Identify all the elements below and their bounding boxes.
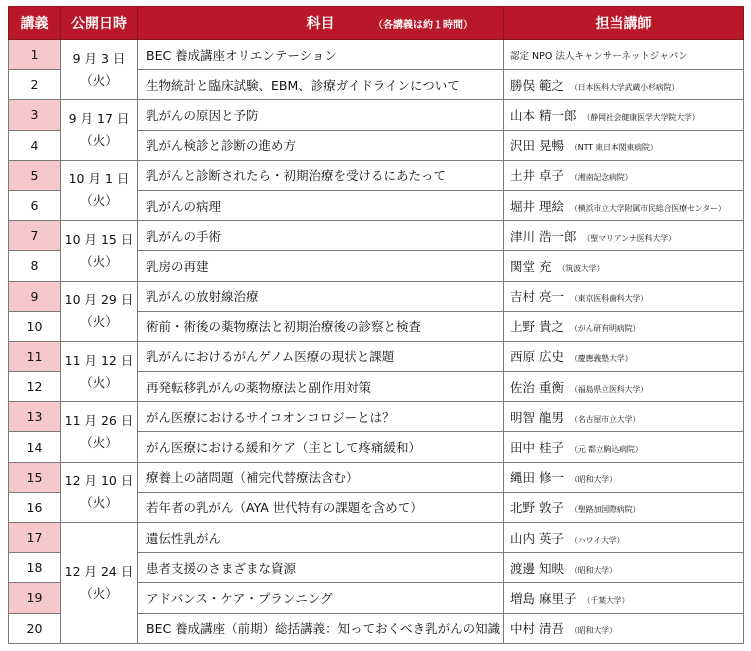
lecturer-cell	[504, 583, 744, 613]
lecture-number: 17	[9, 523, 61, 553]
lecture-date	[61, 341, 138, 401]
lecturer-cell	[504, 432, 744, 462]
lecture-number: 13	[9, 402, 61, 432]
lecture-title: がん医療における緩和ケア（主として疼痛緩和）	[138, 432, 504, 462]
lecturer-cell	[504, 160, 744, 190]
lecture-number: 3	[9, 100, 61, 130]
table-row	[9, 160, 744, 190]
lecture-number: 12	[9, 372, 61, 402]
lecture-number: 6	[9, 190, 61, 220]
lecturer-name: 沢田 晃暢	[510, 138, 564, 154]
lecturer-affiliation: （東京医科歯科大学）	[569, 294, 648, 304]
weekday-label: （火）	[80, 253, 118, 269]
lecturer-affiliation: （千葉大学）	[582, 595, 630, 605]
lecturer-name: 勝俣 範之	[510, 77, 564, 93]
lecturer-name: 津川 浩一郎	[510, 228, 577, 244]
lecturer-affiliation: （湘南記念病院）	[569, 173, 633, 183]
lecturer-affiliation: （昭和大学）	[569, 475, 617, 485]
lecturer-affiliation: （昭和大学）	[569, 565, 617, 575]
lecturer-cell	[504, 402, 744, 432]
lecture-title: 乳がんと診断されたら・初期治療を受けるにあたって	[138, 160, 504, 190]
schedule-body	[9, 40, 744, 644]
lecturer-cell	[504, 372, 744, 402]
lecturer-name: 明智 龍男	[510, 409, 564, 425]
lecture-date	[61, 160, 138, 220]
lecture-date	[61, 221, 138, 281]
date-label: 10 月 15 日	[64, 231, 134, 247]
lecture-number: 4	[9, 130, 61, 160]
lecture-number: 11	[9, 341, 61, 371]
lecture-number: 20	[9, 613, 61, 643]
lecture-number: 18	[9, 553, 61, 583]
date-label: 11 月 26 日	[64, 412, 134, 428]
lecturer-name: 認定 NPO 法人キャンサーネットジャパン	[510, 50, 688, 62]
lecturer-cell	[504, 341, 744, 371]
lecture-title: アドバンス・ケア・プランニング	[138, 583, 504, 613]
lecturer-cell	[504, 311, 744, 341]
lecturer-affiliation: （聖マリアンナ医科大学）	[582, 233, 676, 243]
lecturer-affiliation: （慶應義塾大学）	[569, 354, 633, 364]
date-label: 9 月 3 日	[72, 50, 126, 66]
lecturer-name: 関堂 充	[510, 258, 552, 274]
header-subject	[138, 7, 504, 40]
header-row	[9, 7, 744, 40]
lecturer-name: 堀井 理絵	[510, 198, 564, 214]
lecture-date	[61, 523, 138, 644]
lecture-number: 2	[9, 70, 61, 100]
lecture-date	[61, 462, 138, 522]
header-subject-label: 科目	[306, 16, 335, 32]
lecturer-cell	[504, 613, 744, 643]
weekday-label: （火）	[80, 434, 118, 450]
lecturer-cell	[504, 462, 744, 492]
lecture-title: 生物統計と臨床試験、EBM、診療ガイドラインについて	[138, 70, 504, 100]
lecture-title: 乳がんにおけるがんゲノム医療の現状と課題	[138, 341, 504, 371]
lecturer-affiliation: （福島県立医科大学）	[569, 384, 648, 394]
header-lecture-number: 講義	[9, 7, 61, 40]
lecture-title: 乳がんの原因と予防	[138, 100, 504, 130]
lecture-title: 若年者の乳がん（AYA 世代特有の課題を含めて）	[138, 492, 504, 522]
lecturer-name: 山内 英子	[510, 530, 564, 546]
lecture-title: 術前・術後の薬物療法と初期治療後の診察と検査	[138, 311, 504, 341]
lecturer-name: 佐治 重衡	[510, 379, 564, 395]
lecture-title: 患者支援のさまざまな資源	[138, 553, 504, 583]
header-lecturer: 担当講師	[504, 7, 744, 40]
lecture-number: 10	[9, 311, 61, 341]
lecturer-name: 中村 清吾	[510, 621, 564, 637]
lecturer-cell	[504, 100, 744, 130]
table-row	[9, 40, 744, 70]
weekday-label: （火）	[80, 193, 118, 209]
lecturer-cell	[504, 221, 744, 251]
table-row	[9, 281, 744, 311]
lecturer-name: 北野 敦子	[510, 500, 564, 516]
date-label: 10 月 29 日	[64, 292, 134, 308]
lecture-title: 再発転移乳がんの薬物療法と副作用対策	[138, 372, 504, 402]
lecture-title: 乳がんの手術	[138, 221, 504, 251]
lecture-number: 9	[9, 281, 61, 311]
lecturer-cell	[504, 492, 744, 522]
lecture-date	[61, 281, 138, 341]
lecture-title: 乳がんの放射線治療	[138, 281, 504, 311]
lecturer-cell	[504, 281, 744, 311]
weekday-label: （火）	[80, 314, 118, 330]
lecture-title: 乳がん検診と診断の進め方	[138, 130, 504, 160]
lecture-title: 療養上の諸問題（補完代替療法含む）	[138, 462, 504, 492]
lecture-title: BEC 養成講座オリエンテーション	[138, 40, 504, 70]
lecturer-name: 田中 桂子	[510, 440, 564, 456]
lecturer-name: 山本 精一郎	[510, 107, 577, 123]
lecture-title: 乳がんの病理	[138, 190, 504, 220]
lecture-title: がん医療におけるサイコオンコロジーとは？	[138, 402, 504, 432]
header-date: 公開日時	[61, 7, 138, 40]
lecture-number: 15	[9, 462, 61, 492]
lecturer-name: 縄田 修一	[510, 470, 564, 486]
weekday-label: （火）	[80, 585, 118, 601]
lecturer-affiliation: （がん研有明病院）	[569, 324, 641, 334]
lecturer-cell	[504, 130, 744, 160]
table-row	[9, 523, 744, 553]
lecture-number: 16	[9, 492, 61, 522]
lecturer-name: 土井 卓子	[510, 168, 564, 184]
lecturer-name: 渡邊 知映	[510, 560, 564, 576]
lecturer-affiliation: （横浜市立大学附属市民総合医療センター）	[569, 203, 726, 213]
lecturer-affiliation: （NTT 東日本関東病院）	[569, 143, 658, 153]
lecturer-name: 吉村 亮一	[510, 289, 564, 305]
lecture-number: 7	[9, 221, 61, 251]
lecturer-cell	[504, 523, 744, 553]
date-label: 10 月 1 日	[68, 171, 130, 187]
weekday-label: （火）	[80, 374, 118, 390]
table-row	[9, 462, 744, 492]
lecturer-cell	[504, 40, 744, 70]
lecturer-affiliation: （筑波大学）	[557, 263, 605, 273]
lecture-date	[61, 40, 138, 100]
lecturer-cell	[504, 190, 744, 220]
lecture-number: 5	[9, 160, 61, 190]
weekday-label: （火）	[80, 72, 118, 88]
lecturer-cell	[504, 70, 744, 100]
lecture-title: BEC 養成講座（前期）総括講義：知っておくべき乳がんの知識	[138, 613, 504, 643]
lecture-date	[61, 100, 138, 160]
lecturer-affiliation: （聖路加国際病院）	[569, 505, 641, 515]
lecturer-name: 上野 貴之	[510, 319, 564, 335]
date-label: 12 月 10 日	[64, 473, 134, 489]
lecture-number: 1	[9, 40, 61, 70]
lecturer-cell	[504, 251, 744, 281]
date-label: 9 月 17 日	[68, 111, 130, 127]
lecture-date	[61, 402, 138, 462]
table-row	[9, 221, 744, 251]
table-row	[9, 100, 744, 130]
lecturer-affiliation: （元 都立駒込病院）	[569, 445, 643, 455]
lecturer-affiliation: （日本医科大学武蔵小杉病院）	[569, 82, 680, 92]
lecture-number: 14	[9, 432, 61, 462]
lecture-title: 遺伝性乳がん	[138, 523, 504, 553]
date-label: 12 月 24 日	[64, 563, 134, 579]
lecturer-name: 西原 広史	[510, 349, 564, 365]
lecturer-cell	[504, 553, 744, 583]
table-row	[9, 341, 744, 371]
weekday-label: （火）	[80, 495, 118, 511]
lecture-title: 乳房の再建	[138, 251, 504, 281]
lecturer-affiliation: （昭和大学）	[569, 626, 617, 636]
header-subject-note: （各講義は約１時間）	[373, 20, 473, 31]
table-row	[9, 402, 744, 432]
date-label: 11 月 12 日	[64, 352, 134, 368]
lecture-number: 19	[9, 583, 61, 613]
lecturer-name: 増島 麻里子	[510, 590, 577, 606]
lecture-schedule-table	[8, 6, 744, 644]
lecturer-affiliation: （ハワイ大学）	[569, 535, 625, 545]
lecturer-affiliation: （静岡社会健康医学大学院大学）	[582, 112, 700, 122]
weekday-label: （火）	[80, 133, 118, 149]
lecturer-affiliation: （名古屋市立大学）	[569, 414, 641, 424]
lecture-number: 8	[9, 251, 61, 281]
